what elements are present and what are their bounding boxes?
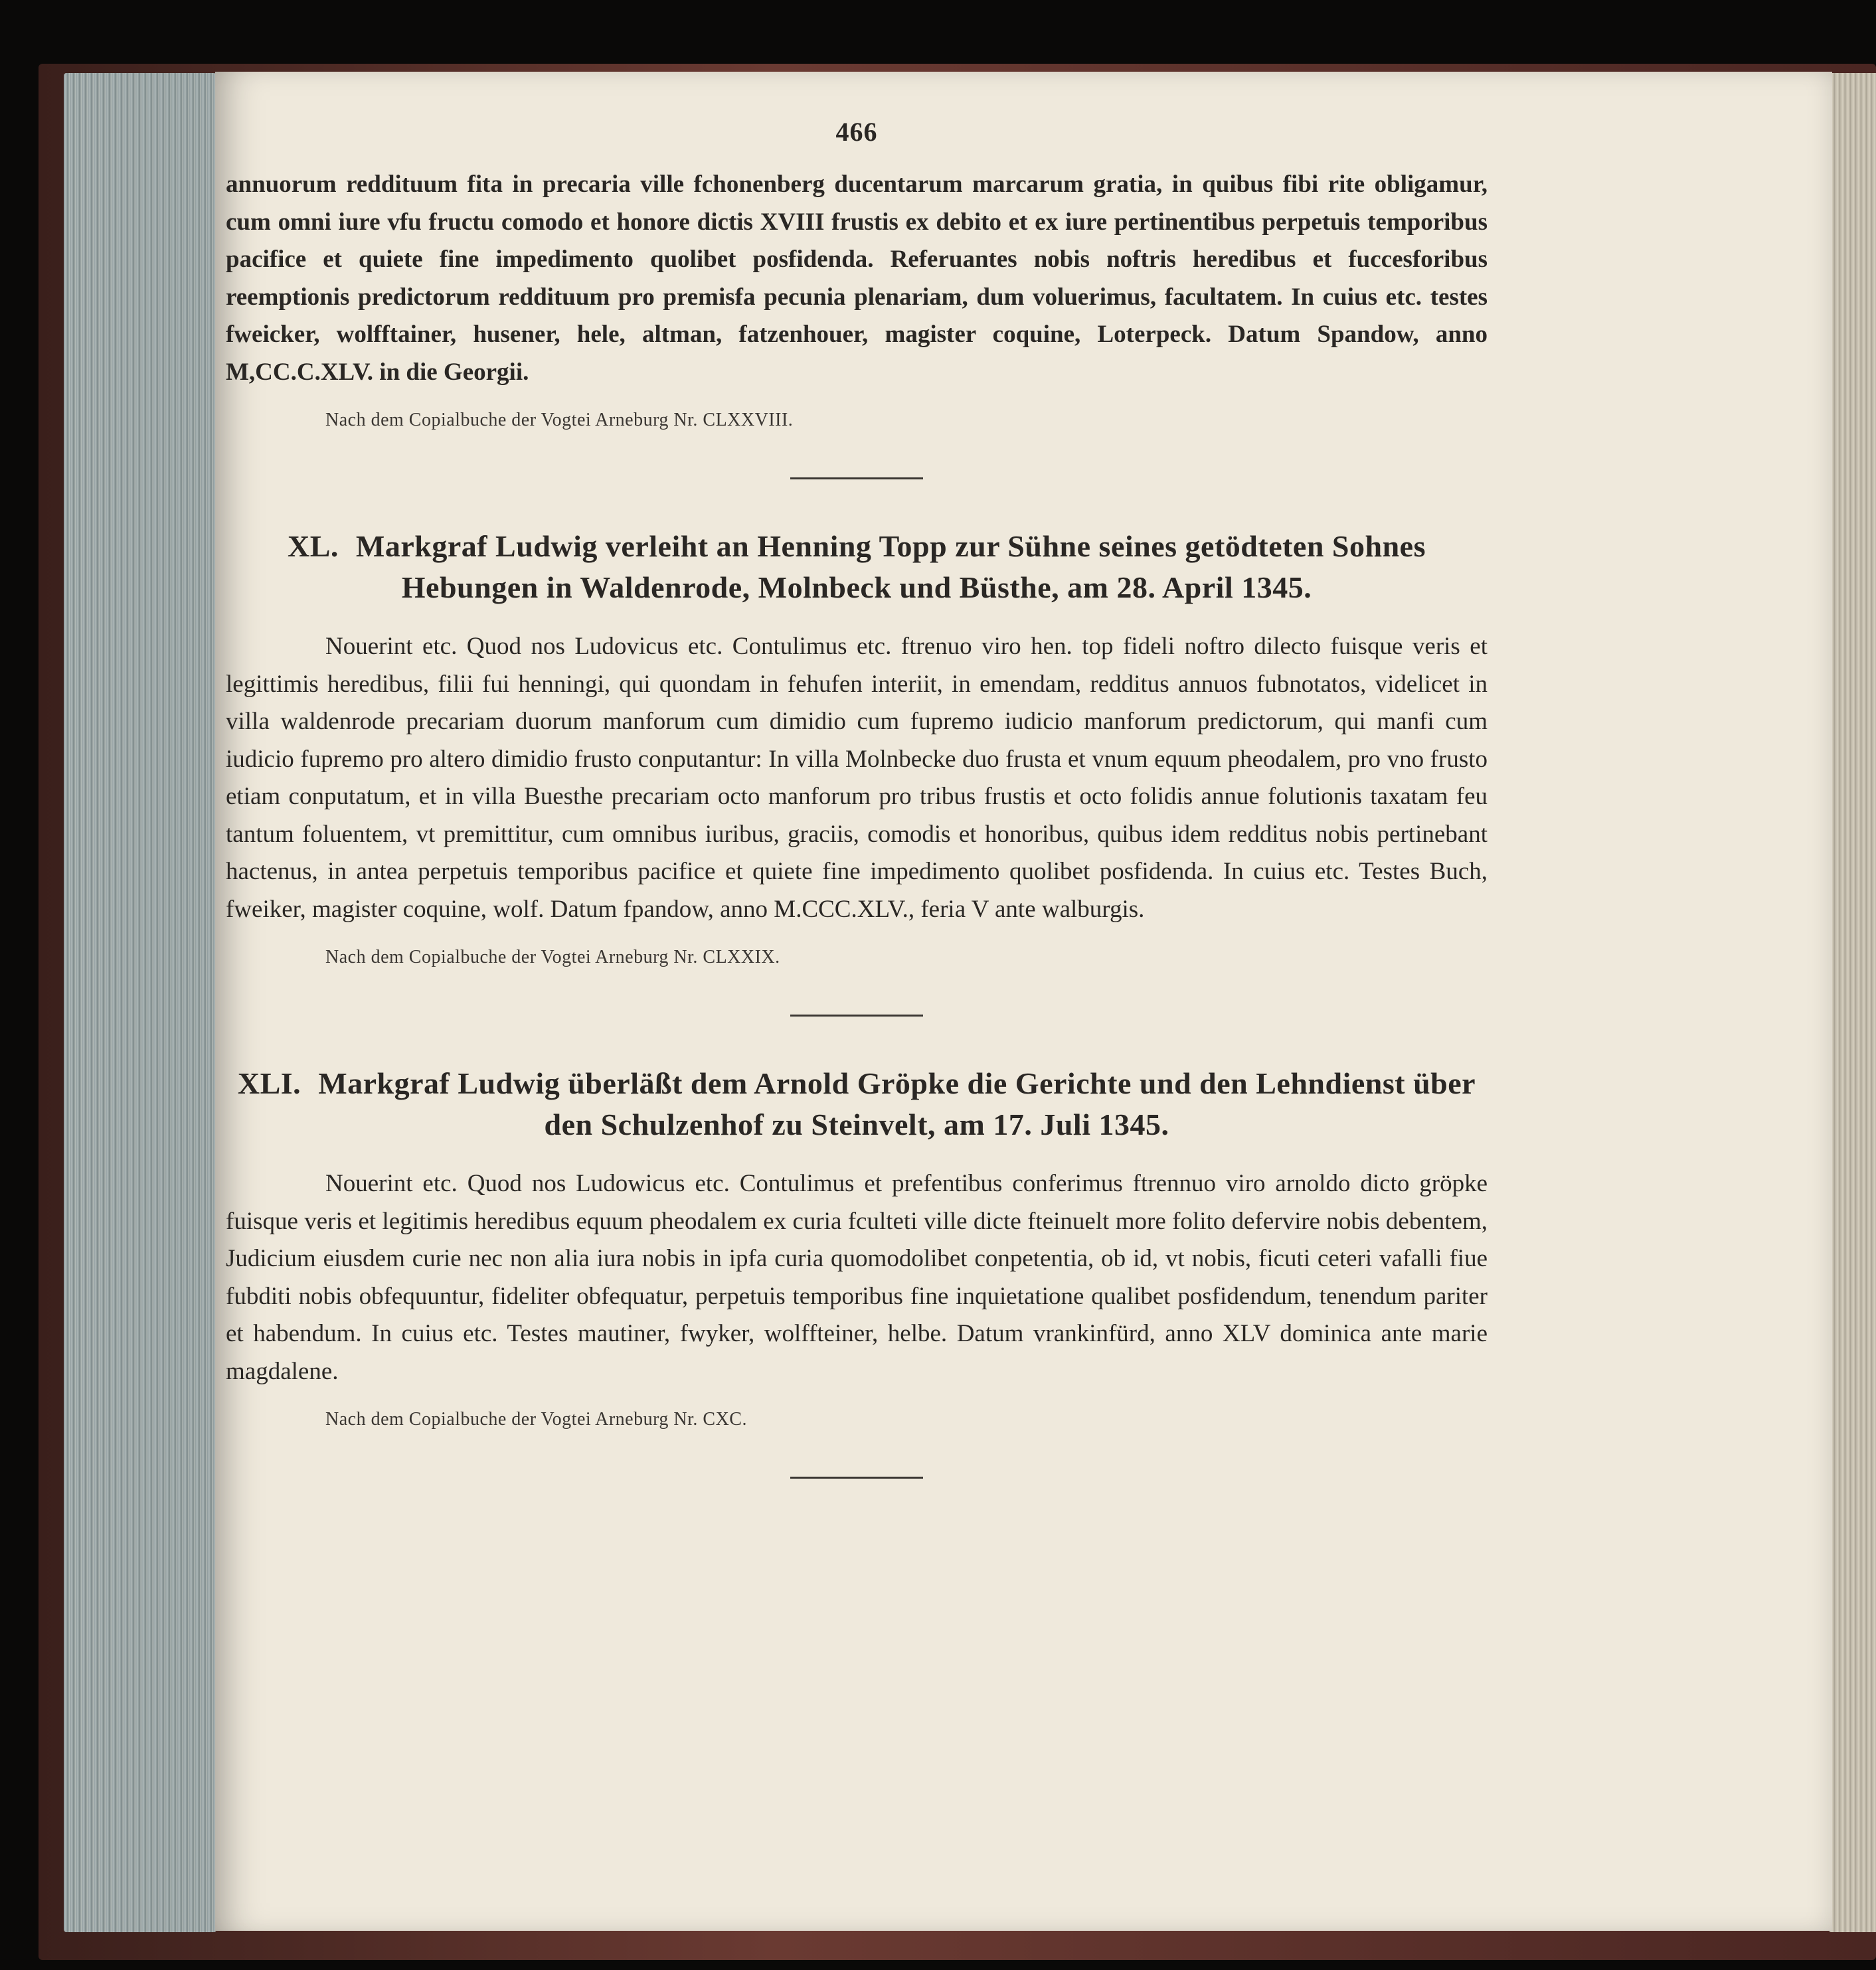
back-pages	[1830, 73, 1876, 1932]
section-heading-xl	[226, 526, 1488, 608]
page-number: 466	[835, 117, 878, 147]
section-divider	[790, 477, 923, 479]
charter-text: Nouerint etc. Quod nos Ludovicus etc. Contulimus etc. ftrenuo viro hen. top fideli noftro dilecto fuisque veris et legittimis heredibus, filii fui henningi, qui quondam in fehufen interiit, in emendam, redditus annuos fubnotatos, videlicet in villa waldenrode precariam duorum manforum cum dimidio cum fupremo iudicio manforum predictorum, qui manfi cum iudicio fupremo pro altero dimidio frusto conputantur: In villa Molnbecke duo frusta et vnum equum pheodalem, pro vno frusto etiam conputatum, et in villa Buesthe precariam octo manforum pro tribus frustis et octo folidis annue folutionis taxatam feu tantum foluentem, vt premittitur, cum omnibus iuribus, graciis, comodis et honoribus, quibus idem redditus nobis pertinebant hactenus, in antea perpetuis temporibus pacifice et quiete fine impedimento quolibet posfidenda. In cuius etc. Testes Buch, fweiker, magister coquine, wolf. Datum fpandow, anno M.CCC.XLV., feria V ante walburgis.	[226, 633, 1488, 923]
continued-charter-text: annuorum reddituum fita in precaria ville fchonenberg ducentarum marcarum gratia, in quibus fibi rite obligamur, cum omni iure vfu fructu comodo et honore dictis XVIII frustis ex debito et ex iure pertinentibus perpetuis temporibus pacifice et quiete fine impedimento quolibet posfidenda. Referuantes nobis noftris heredibus et fuccesforibus reemptionis predictorum reddituum pro premisfa pecunia plenariam, dum voluerimus, facultatem. In cuius etc. testes fweicker, wolfftainer, husener, hele, altman, fatzenhouer, magister coquine, Loterpeck. Datum Spandow, anno M,CC.C.XLV. in die Georgii.	[226, 171, 1488, 386]
section-divider	[790, 1477, 923, 1479]
section-number: XL.	[288, 529, 339, 563]
charter-text: Nouerint etc. Quod nos Ludowicus etc. Contulimus et prefentibus conferimus ftrennuo viro arnoldo dicto gröpke fuisque veris et legitimis heredibus equum pheodalem ex curia fculteti ville dicte fteinuelt more folito defervire nobis debentem, Judicium eiusdem curie nec non alia iura nobis in ipfa curia quomodolibet conpetentia, ob id, vt nobis, ficuti ceteri vafalli fiue fubditi nobis obfequuntur, fideliter obfequatur, perpetuis temporibus fine inquietatione qualibet posfidendum, tenendum pariter et habendum. In cuius etc. Testes mautiner, fwyker, wolffteiner, helbe. Datum vrankinfürd, anno XLV dominica ante marie magdalene.	[226, 1170, 1488, 1385]
source-note: Nach dem Copialbuche der Vogtei Arneburg Nr. CLXXVIII.	[325, 410, 794, 430]
section-title: Markgraf Ludwig überläßt dem Arnold Gröpke die Gerichte und den Lehndienst über den Schulzenhof zu Steinvelt, am 17. Juli 1345.	[318, 1066, 1476, 1141]
source-note: Nach dem Copialbuche der Vogtei Arneburg Nr. CXC.	[325, 1409, 747, 1430]
section-divider	[790, 1015, 923, 1017]
section-number: XLI.	[237, 1066, 301, 1100]
source-note: Nach dem Copialbuche der Vogtei Arneburg Nr. CLXXIX.	[325, 947, 780, 967]
section-heading-xli	[226, 1063, 1488, 1145]
page-text-block	[226, 116, 1488, 1525]
section-title: Markgraf Ludwig verleiht an Henning Topp zur Sühne seines getödteten Sohnes Hebungen in Waldenrode, Molnbeck und Büsthe, am 28. April 1345.	[355, 529, 1426, 604]
page-edges	[64, 73, 216, 1932]
